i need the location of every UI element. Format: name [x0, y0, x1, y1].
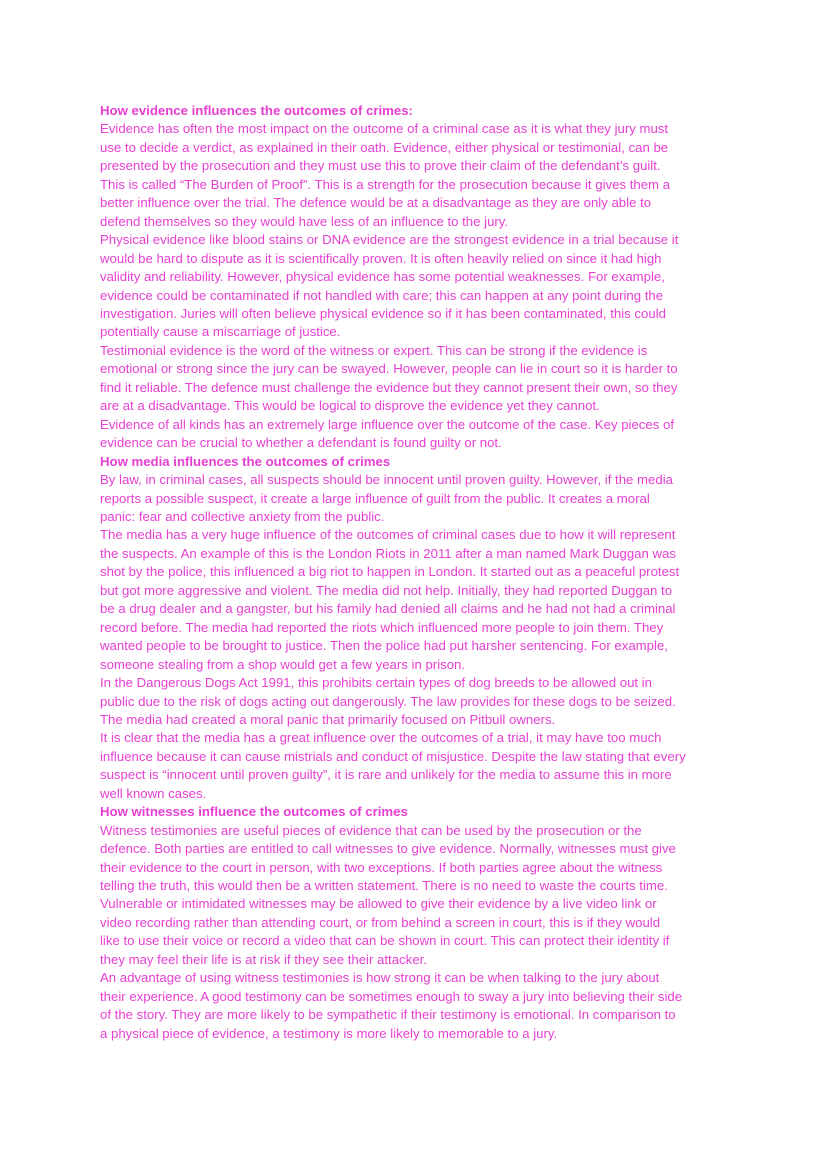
paragraph — [100, 416, 740, 453]
text-line: but got more aggressive and violent. The media did not help. Initially, they had reported Duggan to — [100, 582, 673, 598]
text-line: a physical piece of evidence, a testimony is more likely to memorable to a jury. — [100, 1025, 558, 1041]
paragraph — [100, 969, 740, 1043]
text-line: their experience. A good testimony can be sometimes enough to sway a jury into believing their side — [100, 988, 683, 1004]
text-line: find it reliable. The defence must challenge the evidence but they cannot present their own, so they — [100, 379, 678, 395]
paragraph — [100, 526, 740, 674]
text-line: validity and reliability. However, physical evidence has some potential weaknesses. For example, — [100, 269, 665, 285]
text-line: Evidence has often the most impact on the outcome of a criminal case as it is what they jury must — [100, 121, 669, 137]
section-heading — [100, 453, 740, 471]
paragraph — [100, 674, 740, 729]
text-line: shot by the police, this influenced a big riot to happen in London. It started out as a peaceful protest — [100, 564, 680, 580]
text-line: the suspects. An example of this is the London Riots in 2011 after a man named Mark Duggan was — [100, 545, 676, 561]
text-line: How evidence influences the outcomes of crimes: — [100, 103, 413, 118]
document-body — [100, 102, 740, 1043]
paragraph — [100, 231, 740, 342]
text-line: Witness testimonies are useful pieces of evidence that can be used by the prosecution or the — [100, 822, 642, 838]
text-line: emotional or strong since the jury can be swayed. However, people can lie in court so it is harder to — [100, 361, 678, 377]
text-line: The media had created a moral panic that primarily focused on Pitbull owners. — [100, 711, 556, 727]
text-line: Testimonial evidence is the word of the witness or expert. This can be strong if the evidence is — [100, 342, 648, 358]
text-line: presented by the prosecution and they must use this to prove their claim of the defendant’s guilt. — [100, 158, 661, 174]
paragraph — [100, 120, 740, 231]
text-line: suspect is “innocent until proven guilty”, it is rare and unlikely for the media to assume this in more — [100, 767, 672, 783]
text-line: be a drug dealer and a gangster, but his family had denied all claims and he had not had a criminal — [100, 601, 676, 617]
text-line: video recording rather than attending court, or from behind a screen in court, this is if they would — [100, 914, 661, 930]
text-line: evidence can be crucial to whether a defendant is found guilty or not. — [100, 435, 502, 451]
text-line: better influence over the trial. The defence would be at a disadvantage as they are only able to — [100, 195, 652, 211]
paragraph — [100, 822, 740, 970]
text-line: reports a possible suspect, it create a large influence of guilt from the public. It creates a moral — [100, 490, 650, 506]
text-line: panic: fear and collective anxiety from the public. — [100, 508, 385, 524]
text-line: would be hard to dispute as it is scientifically proven. It is often heavily relied on since it had high — [100, 250, 662, 266]
text-line: someone stealing from a shop would get a few years in prison. — [100, 656, 466, 672]
text-line: record before. The media had reported the riots which influenced more people to join them. They — [100, 619, 664, 635]
paragraph — [100, 342, 740, 416]
text-line: The media has a very huge influence of the outcomes of criminal cases due to how it will represent — [100, 527, 676, 543]
paragraph — [100, 729, 740, 803]
text-line: of the story. They are more likely to be sympathetic if their testimony is emotional. In comparison to — [100, 1007, 676, 1023]
text-line: It is clear that the media has a great influence over the outcomes of a trial, it may have too much — [100, 730, 662, 746]
section-heading — [100, 803, 740, 821]
text-line: How witnesses influence the outcomes of crimes — [100, 804, 408, 820]
text-line: influence because it can cause mistrials and conduct of misjustice. Despite the law stating that every — [100, 748, 686, 764]
text-line: like to use their voice or record a video that can be shown in court. This can protect their identity if — [100, 933, 670, 949]
text-line: By law, in criminal cases, all suspects should be innocent until proven guilty. However, if the media — [100, 472, 673, 488]
text-line: their evidence to the court in person, with two exceptions. If both parties agree about the witness — [100, 859, 663, 875]
text-line: are at a disadvantage. This would be logical to disprove the evidence yet they cannot. — [100, 398, 600, 414]
text-line: telling the truth, this would then be a written statement. There is no need to waste the courts time. — [100, 878, 668, 894]
text-line: Vulnerable or intimidated witnesses may be allowed to give their evidence by a live video link or — [100, 896, 657, 912]
text-line: investigation. Juries will often believe physical evidence so if it has been contaminated, this could — [100, 305, 666, 321]
text-line: This is called “The Burden of Proof”. This is a strength for the prosecution because it gives them a — [100, 176, 671, 192]
text-line: evidence could be contaminated if not handled with care; this can happen at any point during the — [100, 287, 664, 303]
text-line: use to decide a verdict, as explained in their oath. Evidence, either physical or testimonial, can be — [100, 139, 669, 155]
text-line: they may feel their life is at risk if they see their attacker. — [100, 951, 427, 967]
text-line: Evidence of all kinds has an extremely large influence over the outcome of the case. Key pieces of — [100, 416, 674, 432]
text-line: In the Dangerous Dogs Act 1991, this prohibits certain types of dog breeds to be allowed out in — [100, 675, 653, 691]
text-line: An advantage of using witness testimonies is how strong it can be when talking to the jury about — [100, 970, 660, 986]
section-heading — [100, 102, 740, 120]
text-line: defend themselves so they would have less of an influence to the jury. — [100, 213, 509, 229]
text-line: potentially cause a miscarriage of justice. — [100, 324, 341, 340]
paragraph — [100, 471, 740, 526]
text-line: well known cases. — [100, 785, 207, 801]
text-line: wanted people to be brought to justice. Then the police had put harsher sentencing. For example, — [100, 638, 668, 654]
text-line: public due to the risk of dogs acting out dangerously. The law provides for these dogs to be seized. — [100, 693, 676, 709]
text-line: Physical evidence like blood stains or DNA evidence are the strongest evidence in a trial because it — [100, 232, 679, 248]
text-line: How media influences the outcomes of crimes — [100, 453, 391, 469]
text-line: defence. Both parties are entitled to call witnesses to give evidence. Normally, witnesses must give — [100, 841, 676, 857]
